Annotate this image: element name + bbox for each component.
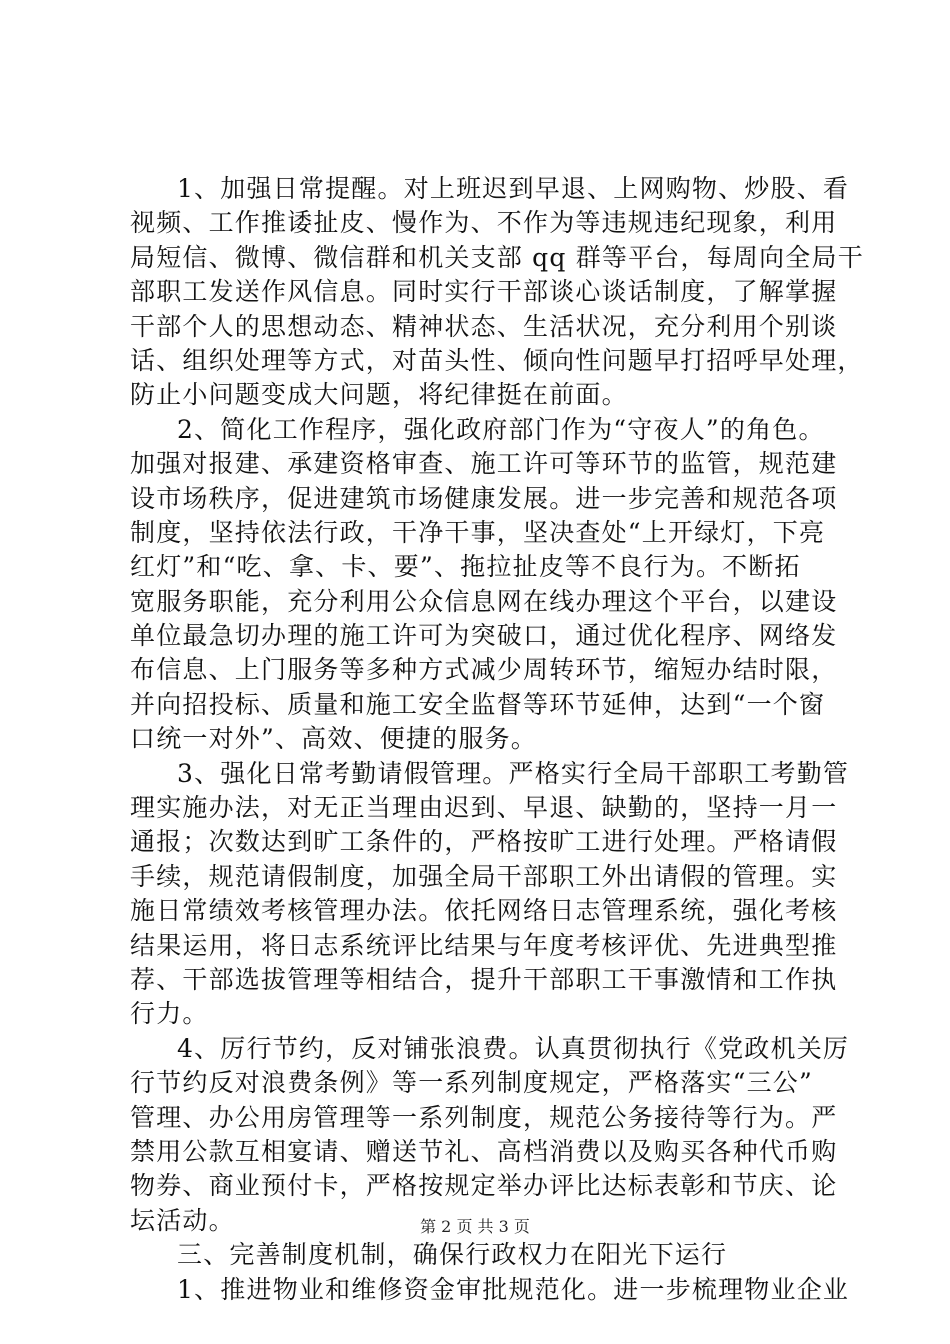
text-line: 行节约反对浪费条例》等一系列制度规定，严格落实“三公” — [130, 1068, 813, 1098]
text-line: 加强对报建、承建资格审查、施工许可等环节的监管，规范建 — [130, 449, 838, 479]
text-line: 通报；次数达到旷工条件的，严格按旷工进行处理。严格请假 — [130, 827, 838, 857]
text-line: 理实施办法，对无正当理由迟到、早退、缺勤的，坚持一月一 — [130, 793, 838, 823]
text-line: 口统一对外”、高效、便捷的服务。 — [130, 724, 537, 754]
text-line: 施日常绩效考核管理办法。依托网络日志管理系统，强化考核 — [130, 896, 838, 926]
text-line: 局短信、微博、微信群和机关支部 qq 群等平台，每周向全局干 — [130, 242, 864, 272]
page-number-label: 第 2 页 共 3 页 — [420, 1217, 530, 1236]
text-line: 视频、工作推诿扯皮、慢作为、不作为等违规违纪现象，利用 — [130, 208, 838, 238]
text-line: 设市场秩序，促进建筑市场健康发展。进一步完善和规范各项 — [130, 483, 838, 513]
text-line: 话、组织处理等方式，对苗头性、倾向性问题早打招呼早处理， — [130, 345, 864, 375]
text-line: 并向招投标、质量和施工安全监督等环节延伸，达到“一个窗 — [130, 689, 826, 719]
text-line: 防止小问题变成大问题，将纪律挺在前面。 — [130, 380, 628, 410]
text-line: 1、加强日常提醒。对上班迟到早退、上网购物、炒股、看 — [177, 174, 850, 203]
text-line: 布信息、上门服务等多种方式减少周转环节，缩短办结时限， — [130, 655, 838, 685]
text-line: 部职工发送作风信息。同时实行干部谈心谈话制度，了解掌握 — [130, 277, 838, 307]
text-line: 1、推进物业和维修资金审批规范化。进一步梳理物业企业 — [177, 1274, 850, 1304]
text-line: 结果运用，将日志系统评比结果与年度考核评优、先进典型推 — [130, 930, 838, 960]
text-line: 管理、办公用房管理等一系列制度，规范公务接待等行为。严 — [130, 1102, 838, 1132]
text-line: 手续，规范请假制度，加强全局干部职工外出请假的管理。实 — [130, 861, 838, 891]
text-line: 三、完善制度机制，确保行政权力在阳光下运行 — [177, 1240, 728, 1270]
text-line: 物券、商业预付卡，严格按规定举办评比达标表彰和节庆、论 — [130, 1171, 838, 1201]
text-line: 荐、干部选拔管理等相结合，提升干部职工干事激情和工作执 — [130, 964, 838, 994]
text-line: 行力。 — [130, 999, 209, 1029]
text-line: 坛活动。 — [130, 1205, 235, 1235]
document-body — [130, 172, 864, 1307]
text-line: 禁用公款互相宴请、赠送节礼、高档消费以及购买各种代币购 — [130, 1136, 838, 1166]
text-line: 宽服务职能，充分利用公众信息网在线办理这个平台，以建设 — [130, 586, 838, 616]
text-line: 单位最急切办理的施工许可为突破口，通过优化程序、网络发 — [130, 621, 838, 651]
page-footer — [0, 1214, 950, 1237]
text-line: 红灯”和“吃、拿、卡、要”、拖拉扯皮等不良行为。不断拓 — [130, 552, 801, 582]
text-line: 4、厉行节约，反对铺张浪费。认真贯彻执行《党政机关厉 — [177, 1033, 850, 1063]
text-line: 干部个人的思想动态、精神状态、生活状况，充分利用个别谈 — [130, 311, 838, 341]
text-line: 2、简化工作程序，强化政府部门作为“守夜人”的角色。 — [177, 414, 825, 444]
text-line: 3、强化日常考勤请假管理。严格实行全局干部职工考勤管 — [177, 758, 850, 788]
text-line: 制度，坚持依法行政，干净干事，坚决查处“上开绿灯，下亮 — [130, 517, 826, 547]
